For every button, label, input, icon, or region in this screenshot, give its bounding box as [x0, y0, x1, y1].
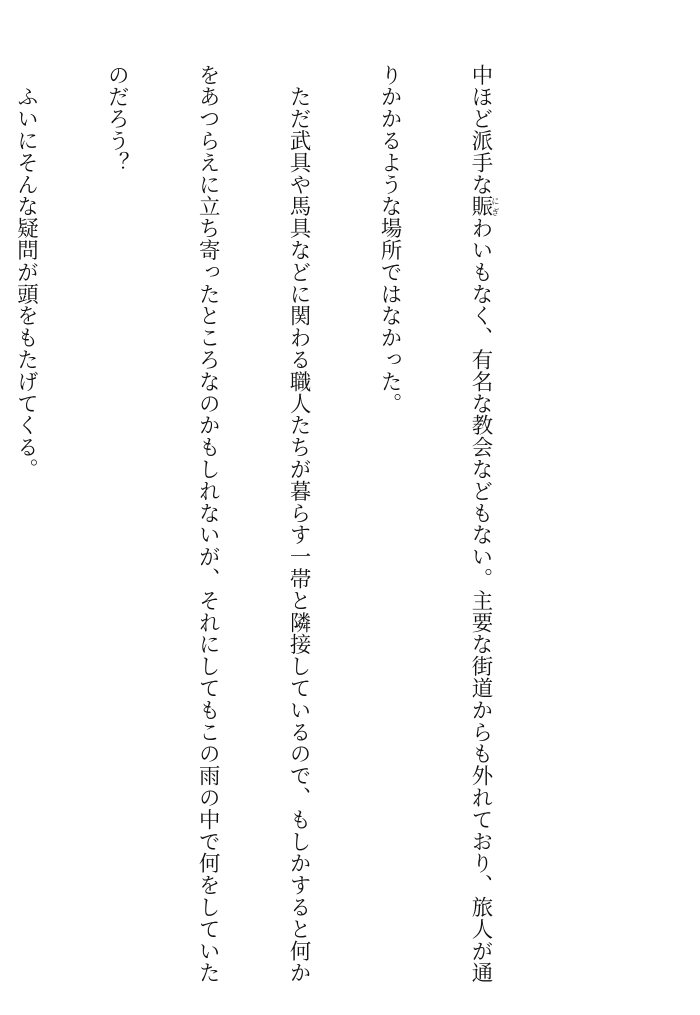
text-column: 中ほど派手な賑にぎわいもなく、有名な教会などもない。主要な街道からも外れており、旅人が通: [467, 64, 500, 984]
text-column: りかかるような場所ではなかった。: [377, 64, 403, 415]
vertical-text-body: [0, 64, 560, 984]
text-column: ただ武具や馬具などに関わる職人たちが暮らす一帯と隣接しているので、もしかすると何か: [286, 64, 312, 984]
ruby-nigi: にぎ: [490, 195, 500, 218]
text-column: をあつらえに立ち寄ったところなのかもしれないが、それにしてもこの雨の中で何をしていた: [195, 64, 221, 984]
text-column: ふいにそんな疑問が頭をもたげてくる。: [13, 64, 39, 481]
text-column: のだろう？: [104, 64, 130, 174]
